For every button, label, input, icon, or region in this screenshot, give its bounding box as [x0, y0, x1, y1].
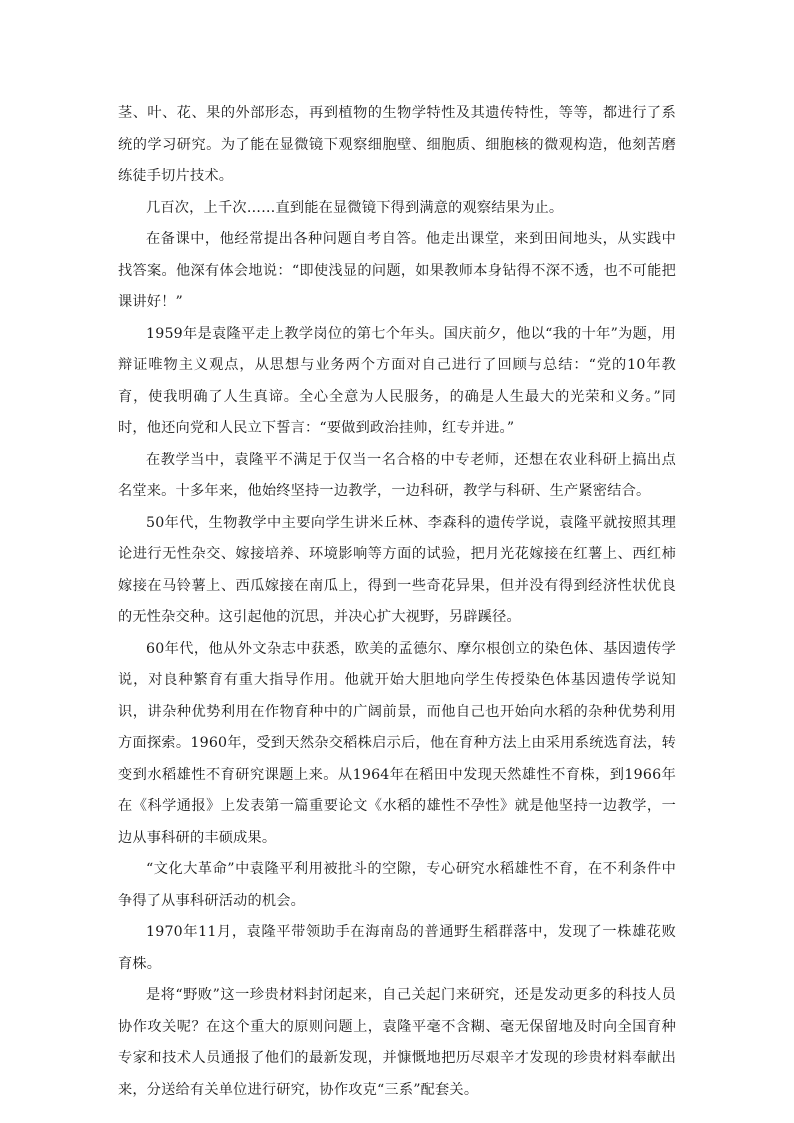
paragraph-9: 1970年11月，袁隆平带领助手在海南岛的普通野生稻群落中，发现了一株雄花败育株。 — [118, 924, 676, 972]
document-body — [118, 98, 676, 1106]
paragraph-10: 是将“野败”这一珍贵材料封闭起来，自己关起门来研究，还是发动更多的科技人员协作攻关呢？在这个重大的原则问题上，袁隆平毫不含糊、毫无保留地及时向全国育种专家和技术人员通报了他们的最新发现，并慷慨地把历尽艰辛才发现的珍贵材料奉献出来，分送给有关单位进行研究，协作攻克“三系”配套关。 — [118, 987, 676, 1098]
paragraph-8: “文化大革命”中袁隆平利用被批斗的空隙，专心研究水稻雄性不育，在不利条件中争得了从事科研活动的机会。 — [118, 861, 676, 909]
paragraph-6: 50年代，生物教学中主要向学生讲米丘林、李森科的遗传学说，袁隆平就按照其理论进行无性杂交、嫁接培养、环境影响等方面的试验，把月光花嫁接在红薯上、西红柿嫁接在马铃薯上、西瓜嫁接在南瓜上，得到一些奇花异果，但并没有得到经济性状优良的无性杂交种。这引起他的沉思，并决心扩大视野，另辟蹊径。 — [118, 514, 676, 625]
paragraph-4: 1959年是袁隆平走上教学岗位的第七个年头。国庆前夕，他以“我的十年”为题，用辩证唯物主义观点，从思想与业务两个方面对自己进行了回顾与总结：“党的10年教育，使我明确了人生真谛。全心全意为人民服务，的确是人生最大的光荣和义务。”同时，他还向党和人民立下誓言：“要做到政治挂帅，红专并进。” — [118, 325, 676, 436]
paragraph-3: 在备课中，他经常提出各种问题自考自答。他走出课堂，来到田间地头，从实践中找答案。他深有体会地说：“即使浅显的问题，如果教师本身钻得不深不透，也不可能把课讲好！” — [118, 231, 676, 310]
paragraph-2: 几百次，上千次……直到能在显微镜下得到满意的观察结果为止。 — [146, 199, 564, 216]
paragraph-5: 在教学当中，袁隆平不满足于仅当一名合格的中专老师，还想在农业科研上搞出点名堂来。十多年来，他始终坚持一边教学，一边科研，教学与科研、生产紧密结合。 — [118, 451, 676, 499]
paragraph-1: 茎、叶、花、果的外部形态，再到植物的生物学特性及其遗传特性，等等，都进行了系统的学习研究。为了能在显微镜下观察细胞壁、细胞质、细胞核的微观构造，他刻苦磨练徒手切片技术。 — [118, 105, 676, 184]
paragraph-7: 60年代，他从外文杂志中获悉，欧美的孟德尔、摩尔根创立的染色体、基因遗传学说，对良种繁育有重大指导作用。他就开始大胆地向学生传授染色体基因遗传学说知识，讲杂种优势利用在作物育种中的广阔前景，而他自己也开始向水稻的杂种优势利用方面探索。1960年，受到天然杂交稻株启示后，他在育种方法上由采用系统选育法，转变到水稻雄性不育研究课题上来。从1964年在稻田中发现天然雄性不育株，到1966年在《科学通报》上发表第一篇重要论文《水稻的雄性不孕性》就是他坚持一边教学，一边从事科研的丰硕成果。 — [118, 640, 676, 846]
